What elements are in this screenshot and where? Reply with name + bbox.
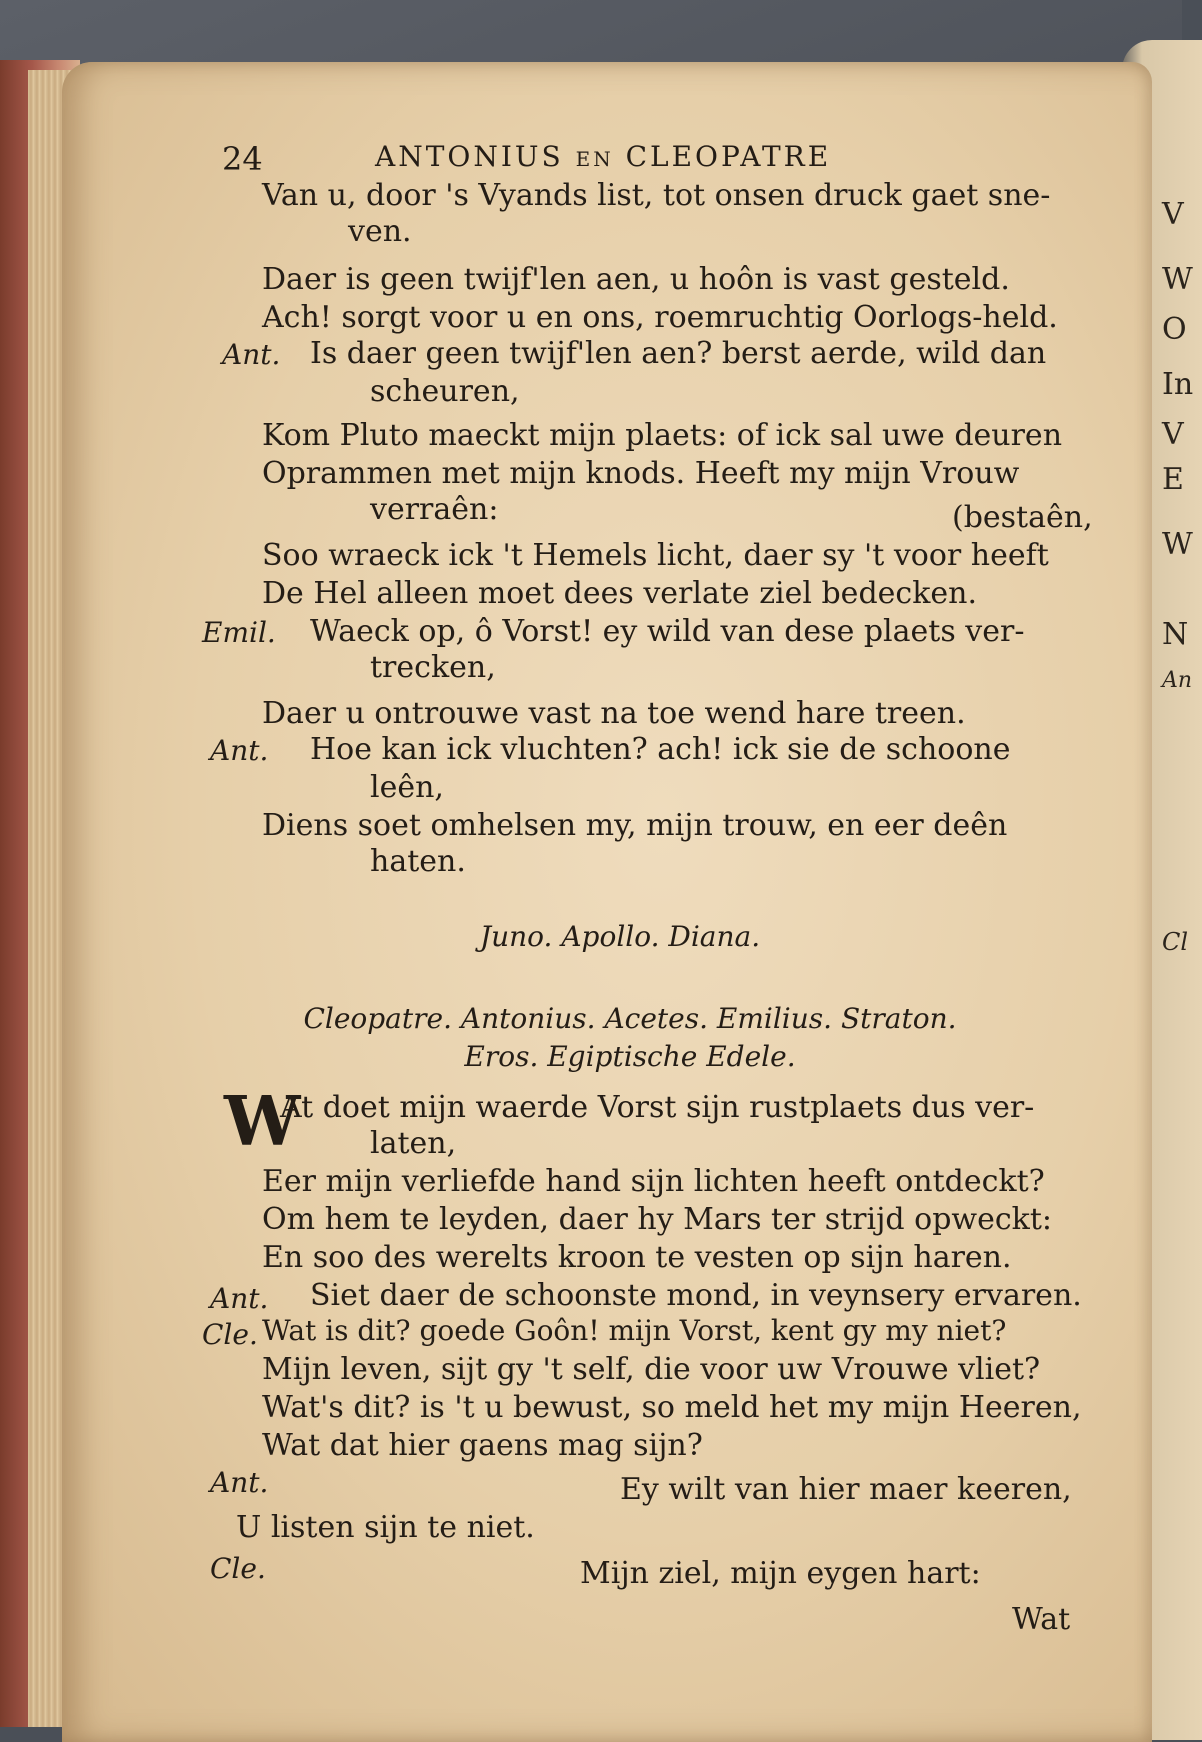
speaker-label: Ant. xyxy=(210,1282,269,1315)
facing-page-fragment: V xyxy=(1162,197,1184,232)
facing-page-fragment: W xyxy=(1162,527,1193,562)
verse-line: verraên: xyxy=(370,492,499,527)
verse-line: Van u, door 's Vyands list, tot onsen druck gaet sne- xyxy=(262,178,1051,213)
facing-page-fragment: In xyxy=(1162,367,1194,402)
scene-heading: Eros. Egiptische Edele. xyxy=(464,1040,796,1073)
verse-line: Kom Pluto maeckt mijn plaets: of ick sal uwe deuren xyxy=(262,418,1063,453)
facing-page-fragment: An xyxy=(1162,668,1193,693)
speaker-label: Ant. xyxy=(210,1466,269,1499)
verse-line: De Hel alleen moet dees verlate ziel bedecken. xyxy=(262,576,977,611)
scene-heading: Juno. Apollo. Diana. xyxy=(479,920,761,953)
verse-line: En soo des werelts kroon te vesten op sijn haren. xyxy=(262,1240,1012,1275)
verse-line: leên, xyxy=(370,770,444,805)
verse-line: Ey wilt van hier maer keeren, xyxy=(620,1472,1072,1507)
verse-line: Waeck op, ô Vorst! ey wild van dese plaets ver- xyxy=(310,614,1025,649)
verse-line: Ach! sorgt voor u en ons, roemruchtig Oorlogs-held. xyxy=(262,300,1058,335)
verse-line: haten. xyxy=(370,844,466,879)
running-head: ANTONIUS en CLEOPATRE xyxy=(375,140,832,173)
verse-line: Diens soet omhelsen my, mijn trouw, en eer deên xyxy=(262,808,1008,843)
facing-page-fragment: N xyxy=(1162,617,1189,652)
drop-capital: W xyxy=(224,1082,301,1162)
verse-line: Hoe kan ick vluchten? ach! ick sie de schoone xyxy=(310,732,1011,767)
verse-line: Wat dat hier gaens mag sijn? xyxy=(262,1428,703,1463)
verse-line: Mijn leven, sijt gy 't self, die voor uw Vrouwe vliet? xyxy=(262,1352,1041,1387)
verse-line: Om hem te leyden, daer hy Mars ter strijd opweckt: xyxy=(262,1202,1052,1237)
verse-line: Mijn ziel, mijn eygen hart: xyxy=(580,1556,981,1591)
verse-line: Daer u ontrouwe vast na toe wend hare treen. xyxy=(262,696,966,731)
verse-line: Oprammen met mijn knods. Heeft my mijn Vrouw xyxy=(262,456,1020,491)
verse-line: U listen sijn te niet. xyxy=(236,1510,535,1545)
verse-line: At doet mijn waerde Vorst sijn rustplaets dus ver- xyxy=(280,1090,1035,1125)
scene-heading: Cleopatre. Antonius. Acetes. Emilius. Straton. xyxy=(303,1002,957,1035)
facing-page-fragment: W xyxy=(1162,262,1193,297)
verse-line: trecken, xyxy=(370,650,496,685)
verse-line: Is daer geen twijf'len aen? berst aerde, wild dan xyxy=(310,336,1047,371)
verse-line: scheuren, xyxy=(370,374,520,409)
facing-page-fragment: Cl xyxy=(1162,928,1189,956)
catchword: Wat xyxy=(1012,1602,1071,1637)
page-header xyxy=(200,140,1090,180)
speaker-label: Emil. xyxy=(202,616,276,649)
verse-line: ven. xyxy=(348,214,412,249)
verse-line: Soo wraeck ick 't Hemels licht, daer sy 't voor heeft xyxy=(262,538,1049,573)
verse-line: Wat is dit? goede Goôn! mijn Vorst, kent gy my niet? xyxy=(262,1314,1007,1347)
verse-line: laten, xyxy=(370,1126,457,1161)
verse-line: Siet daer de schoonste mond, in veynsery ervaren. xyxy=(310,1278,1082,1313)
facing-page-fragment: O xyxy=(1162,312,1187,347)
verse-line: Wat's dit? is 't u bewust, so meld het my mijn Heeren, xyxy=(262,1390,1082,1425)
facing-page-fragment: V xyxy=(1162,417,1184,452)
speaker-label: Ant. xyxy=(210,734,269,767)
verse-line: Daer is geen twijf'len aen, u hoôn is vast gesteld. xyxy=(262,262,1010,297)
verse-line: (bestaên, xyxy=(952,500,1093,535)
facing-page-fragment: E xyxy=(1162,462,1184,497)
page-number: 24 xyxy=(222,140,263,178)
speaker-label: Cle. xyxy=(202,1318,258,1351)
speaker-label: Cle. xyxy=(210,1552,266,1585)
verse-line: Eer mijn verliefde hand sijn lichten heeft ontdeckt? xyxy=(262,1164,1045,1199)
speaker-label: Ant. xyxy=(222,338,281,371)
